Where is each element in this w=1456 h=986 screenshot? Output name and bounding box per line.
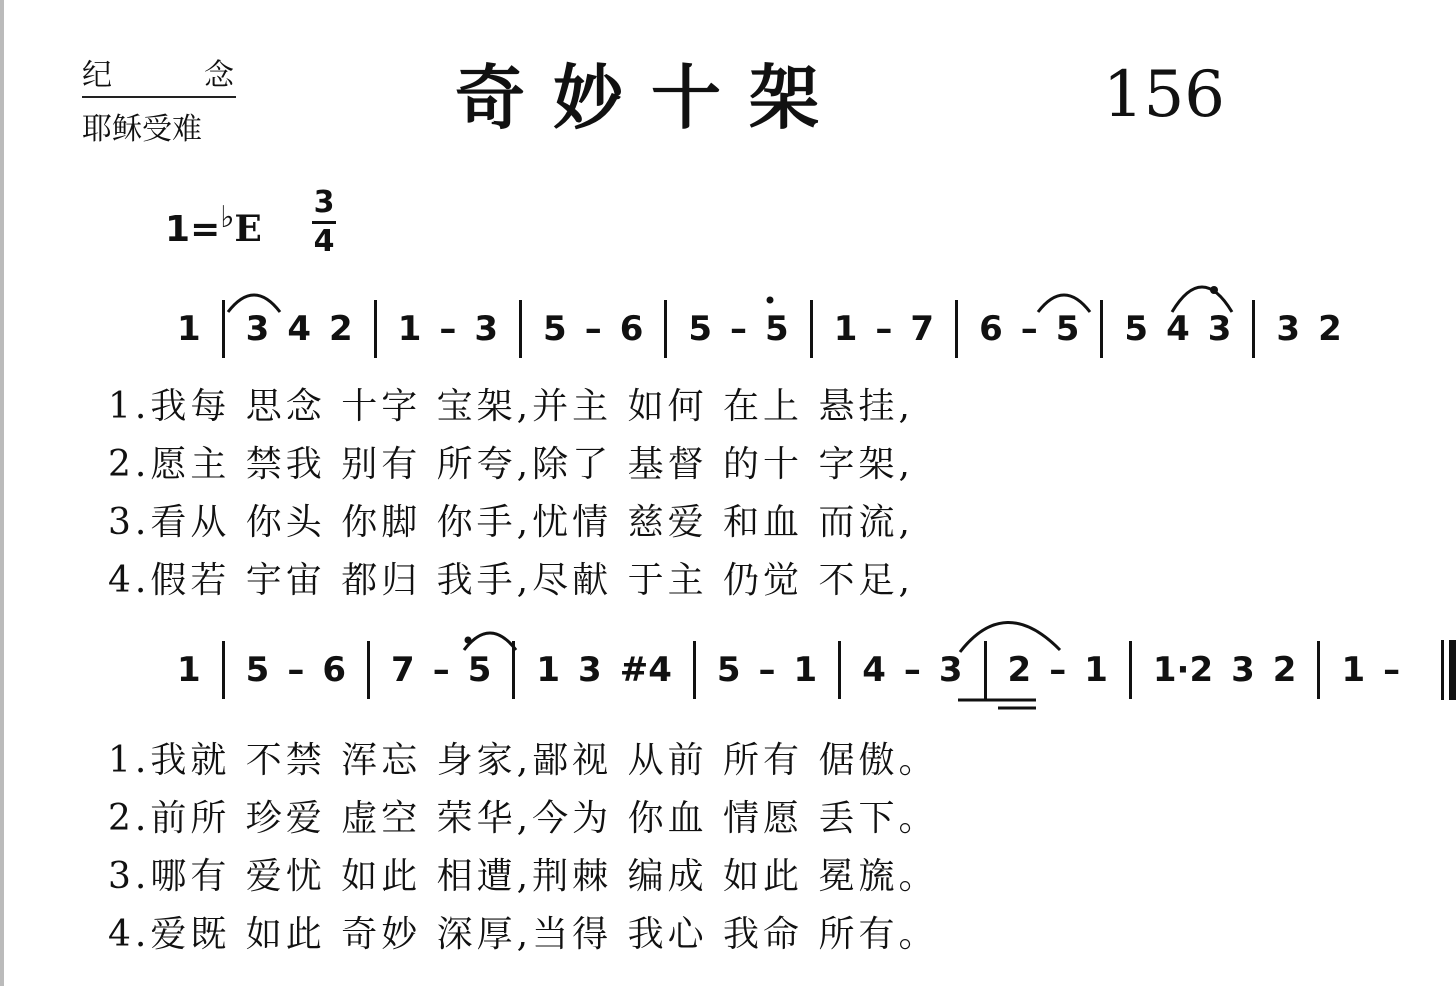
key-tonic: 1 <box>165 209 191 250</box>
category-char-1: 纪 <box>82 58 114 93</box>
note: 5 <box>1055 309 1080 349</box>
note: 1·2 <box>1152 650 1214 690</box>
note: 1 <box>833 309 858 349</box>
note: 2 <box>329 309 353 349</box>
note: 5 <box>716 650 741 690</box>
note: 2 <box>1272 650 1297 690</box>
note: 5 <box>543 309 567 349</box>
dash-note: – <box>758 650 776 690</box>
note: 7 <box>910 309 935 349</box>
octave-dot <box>465 637 472 644</box>
flat-sign: ♭ <box>220 200 235 235</box>
note: 3 <box>938 650 963 690</box>
slur-mark <box>960 622 1060 652</box>
slur-mark <box>1038 295 1090 312</box>
note: 3 <box>245 309 270 349</box>
note: 4 <box>1166 309 1190 349</box>
fermata-icon <box>1172 287 1232 312</box>
lyric-verse-1: 1.我就 不禁 浑忘 身家,鄙视 从前 所有 倨傲。 <box>108 740 939 781</box>
time-denominator: 4 <box>313 224 335 259</box>
dash-note: – <box>1383 650 1401 690</box>
dash-note: – <box>287 650 305 690</box>
subcategory-label: 耶稣受难 <box>82 112 202 147</box>
note: 1 <box>1341 650 1366 690</box>
note: 5 <box>688 309 713 349</box>
note: 7 <box>391 650 415 690</box>
note: #4 <box>619 650 672 690</box>
note: 5 <box>245 650 270 690</box>
note: 4 <box>862 650 886 690</box>
note: 2 <box>1318 309 1342 349</box>
note: 1 <box>397 309 422 349</box>
note: 1 <box>1084 650 1108 690</box>
lyric-verse-1: 1.我每 思念 十字 宝架,并主 如何 在上 悬挂, <box>108 386 914 427</box>
note: 1 <box>177 650 201 690</box>
octave-dot <box>767 297 774 304</box>
note: 6 <box>619 309 644 349</box>
hymn-number: 156 <box>1102 58 1225 132</box>
lyric-verse-2: 2.前所 珍爱 虚空 荣华,今为 你血 情愿 丢下。 <box>108 798 939 839</box>
note: 5 <box>467 650 492 690</box>
lyric-verse-2: 2.愿主 禁我 别有 所夸,除了 基督 的十 字架, <box>108 444 914 485</box>
lyric-verse-4: 4.爱既 如此 奇妙 深厚,当得 我心 我命 所有。 <box>108 914 939 955</box>
note: 4 <box>287 309 312 349</box>
note: 1 <box>793 650 818 690</box>
note: 3 <box>1276 309 1301 349</box>
note: 3 <box>578 650 602 690</box>
slur-mark <box>464 633 516 650</box>
key-equals: = <box>190 209 221 250</box>
dash-note: – <box>584 309 602 349</box>
lyric-verse-3: 3.看从 你头 你脚 你手,忧情 慈爱 和血 而流, <box>108 502 914 543</box>
fermata-dot <box>1210 286 1218 294</box>
note: 2 <box>1007 650 1032 690</box>
barline <box>1317 641 1320 699</box>
key-letter: E <box>234 208 262 250</box>
dash-note: – <box>1020 309 1038 349</box>
dash-note: – <box>903 650 921 690</box>
dash-note: – <box>432 650 450 690</box>
dash-note: – <box>730 309 748 349</box>
note: 6 <box>322 650 347 690</box>
lyric-verse-3: 3.哪有 爱忧 如此 相遭,荆棘 编成 如此 冕旒。 <box>108 856 939 897</box>
slur-mark <box>228 295 280 312</box>
note: 5 <box>765 309 789 349</box>
dash-note: – <box>1049 650 1067 690</box>
time-numerator: 3 <box>313 185 335 220</box>
note: 1 <box>536 650 561 690</box>
note: 3 <box>1207 309 1232 349</box>
lyric-verse-4: 4.假若 宇宙 都归 我手,尽献 于主 仍觉 不足, <box>108 560 914 601</box>
note: 6 <box>979 309 1003 349</box>
final-barline-thick <box>1449 640 1456 700</box>
dash-note: – <box>875 309 893 349</box>
category-char-2: 念 <box>204 58 236 93</box>
dash-note: – <box>439 309 457 349</box>
note: 3 <box>474 309 499 349</box>
note: 3 <box>1231 650 1255 690</box>
note: 1 <box>177 309 201 349</box>
note: 5 <box>1124 309 1149 349</box>
final-barline <box>1441 640 1444 700</box>
hymn-title: 奇妙十架 <box>455 57 847 139</box>
